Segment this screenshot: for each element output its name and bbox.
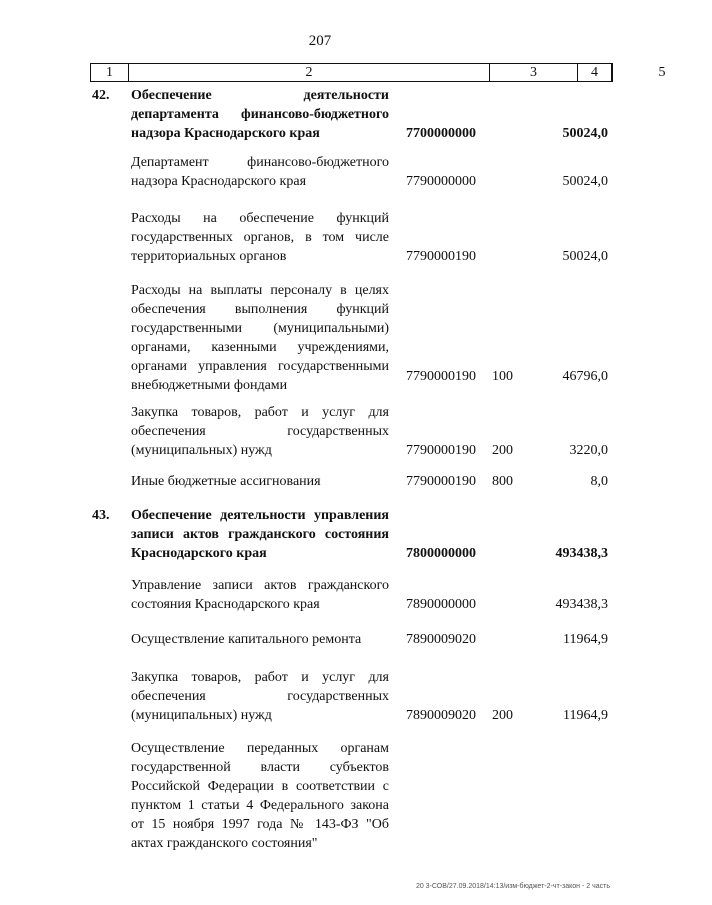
table-row [0,576,640,616]
row-code: 7890009020 [406,708,476,723]
row-expense-type: 200 [492,708,513,723]
column-header-3: 3 [490,64,578,81]
row-description: Расходы на обеспечение функций государственных органов, в том числе территориальных органов [131,211,389,264]
row-code: 7790000190 [406,474,476,489]
table-row [0,209,640,269]
column-header-4: 4 [578,64,612,81]
row-code: 7800000000 [406,546,476,561]
row-code: 7890000000 [406,597,476,612]
table-row [0,153,640,193]
page-number: 207 [308,33,332,49]
row-code: 7790000190 [406,249,476,264]
row-code: 7790000190 [406,443,476,458]
table-row [0,281,640,397]
row-expense-type: 800 [492,474,513,489]
table-row [0,403,640,463]
row-amount: 493438,3 [555,597,608,612]
row-description: Иные бюджетные ассигнования [131,474,321,489]
row-description: Закупка товаров, работ и услуг для обеспечения государственных (муниципальных) нужд [131,670,389,723]
document-footer: 20 3-СОВ/27.09.2018/14:13/изм-бюджет-2-чт-закон - 2 часть [415,883,610,890]
row-amount: 11964,9 [563,632,608,647]
row-number: 42. [92,88,110,103]
row-amount: 3220,0 [569,443,608,458]
row-amount: 46796,0 [562,369,608,384]
column-header-5: 5 [658,65,666,80]
row-description: Осуществление переданных органам государственной власти субъектов Российской Федерации в соответствии с пунктом 1 статьи 4 Федерального закона от 15 ноября 1997 года № 143-ФЗ "Об актах гражданского состояния" [131,741,389,851]
row-description: Управление записи актов гражданского состояния Краснодарского края [131,578,389,612]
row-number: 43. [92,508,110,523]
column-header-2: 2 [129,64,490,81]
row-amount: 8,0 [590,474,608,489]
row-code: 7790000000 [406,174,476,189]
row-description: Расходы на выплаты персоналу в целях обеспечения выполнения функций государственными (муниципальными) органами, казенными учреждениями, органами управления государственными внебюджетными фондами [131,283,389,393]
row-description: Обеспечение деятельности управления записи актов гражданского состояния Краснодарского края [131,508,389,561]
column-header-1: 1 [91,64,129,81]
row-description: Закупка товаров, работ и услуг для обеспечения государственных (муниципальных) нужд [131,405,389,458]
row-code: 7700000000 [406,126,476,141]
row-amount: 50024,0 [562,174,608,189]
row-code: 7790000190 [406,369,476,384]
table-row [0,668,640,728]
row-amount: 11964,9 [563,708,608,723]
row-description: Департамент финансово-бюджетного надзора Краснодарского края [131,155,389,189]
row-amount: 50024,0 [562,249,608,264]
row-expense-type: 200 [492,443,513,458]
row-code: 7890009020 [406,632,476,647]
row-amount: 493438,3 [555,546,608,561]
row-description: Обеспечение деятельности департамента финансово-бюджетного надзора Краснодарского края [131,88,389,141]
table-row [0,472,640,492]
table-row [0,739,640,873]
row-amount: 50024,0 [562,126,608,141]
table-row [0,630,640,650]
column-header-row [90,63,666,82]
row-description: Осуществление капитального ремонта [131,632,362,647]
table-row [0,86,640,146]
row-expense-type: 100 [492,369,513,384]
table-row [0,506,640,566]
